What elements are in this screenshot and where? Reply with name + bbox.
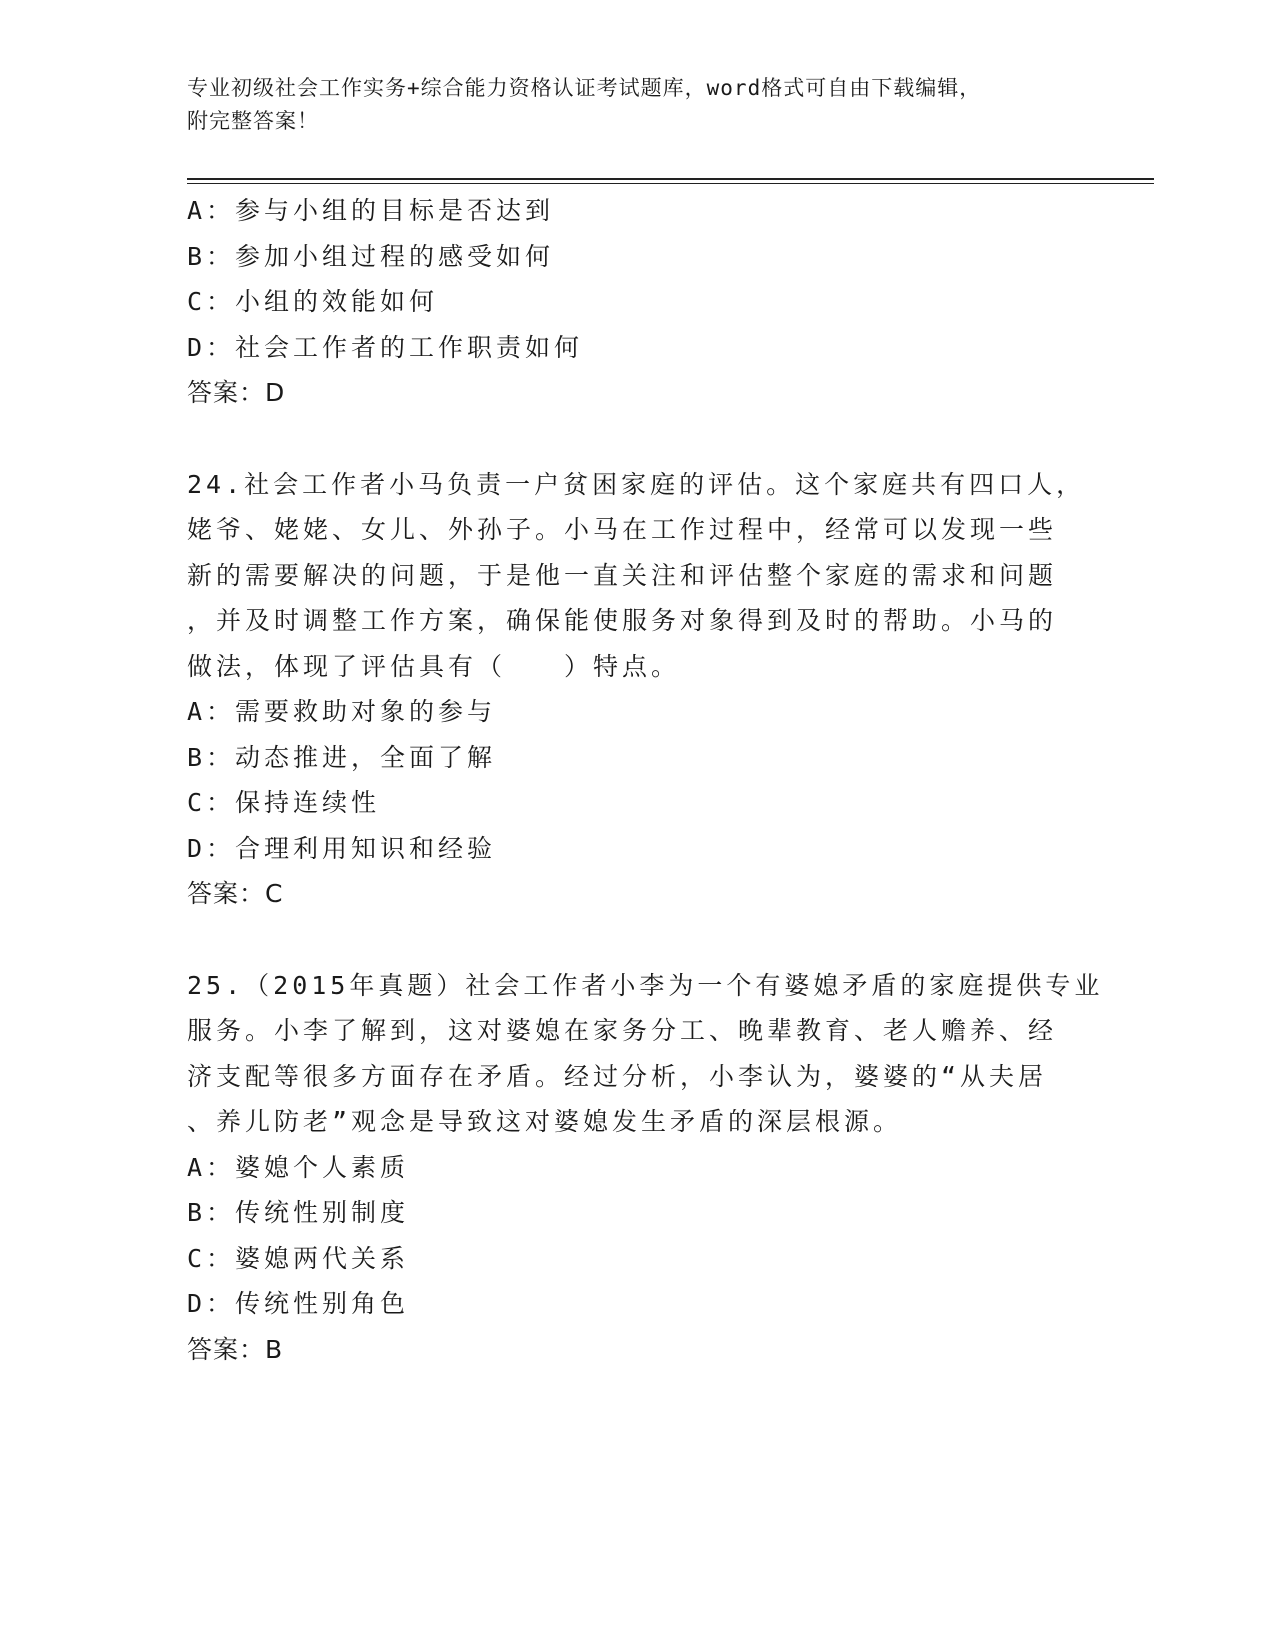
question-stem-line: 做法，体现了评估具有（ ）特点。: [187, 651, 681, 681]
spacer: [187, 917, 1087, 963]
option-c: C：婆媳两代关系: [187, 1243, 410, 1273]
question-stem-line: 姥爷、姥姥、女儿、外孙子。小马在工作过程中，经常可以发现一些: [187, 515, 1058, 544]
option-b: B：动态推进，全面了解: [187, 742, 497, 772]
header-divider-thick: [187, 178, 1154, 180]
question-24: [187, 462, 1087, 917]
question-stem-line: 服务。小李了解到，这对婆媳在家务分工、晚辈教育、老人赡养、经: [187, 1016, 1058, 1045]
question-stem-line: 25.（2015年真题）社会工作者小李为一个有婆媳矛盾的家庭提供专业: [187, 970, 1104, 1000]
option-d: D：传统性别角色: [187, 1289, 410, 1318]
option-b: B：参加小组过程的感受如何: [187, 241, 555, 271]
question-stem-line: 、养儿防老”观念是导致这对婆媳发生矛盾的深层根源。: [187, 1107, 903, 1136]
spacer: [187, 416, 1087, 462]
answer-line: 答案：C: [187, 879, 284, 908]
question-stem-line: 济支配等很多方面存在矛盾。经过分析，小李认为，婆婆的“从夫居: [187, 1061, 1048, 1091]
option-b: B：传统性别制度: [187, 1198, 410, 1227]
question-stem-line: 新的需要解决的问题，于是他一直关注和评估整个家庭的需求和问题: [187, 560, 1058, 590]
header-divider-thin: [187, 183, 1154, 184]
question-list: [187, 188, 1104, 1372]
answer-line: 答案：B: [187, 1334, 284, 1364]
option-a: A：参与小组的目标是否达到: [187, 196, 555, 225]
option-c: C：保持连续性: [187, 788, 381, 817]
question-stem-line: 24.社会工作者小马负责一户贫困家庭的评估。这个家庭共有四口人，: [187, 469, 1086, 499]
option-d: D：合理利用知识和经验: [187, 833, 497, 863]
question-stem-line: ，并及时调整工作方案，确保能使服务对象得到及时的帮助。小马的: [187, 606, 1058, 635]
option-a: A：婆媳个人素质: [187, 1152, 410, 1182]
answer-line: 答案：D: [187, 378, 286, 407]
option-a: A：需要救助对象的参与: [187, 697, 497, 726]
document-header: [187, 72, 1087, 138]
question-23: [187, 188, 1087, 416]
header-line-2: 附完整答案！: [187, 109, 319, 133]
option-c: C：小组的效能如何: [187, 287, 439, 316]
question-25: [187, 963, 1104, 1373]
option-d: D：社会工作者的工作职责如何: [187, 332, 584, 362]
header-line-1: 专业初级社会工作实务+综合能力资格认证考试题库，word格式可自由下载编辑，: [187, 76, 982, 100]
